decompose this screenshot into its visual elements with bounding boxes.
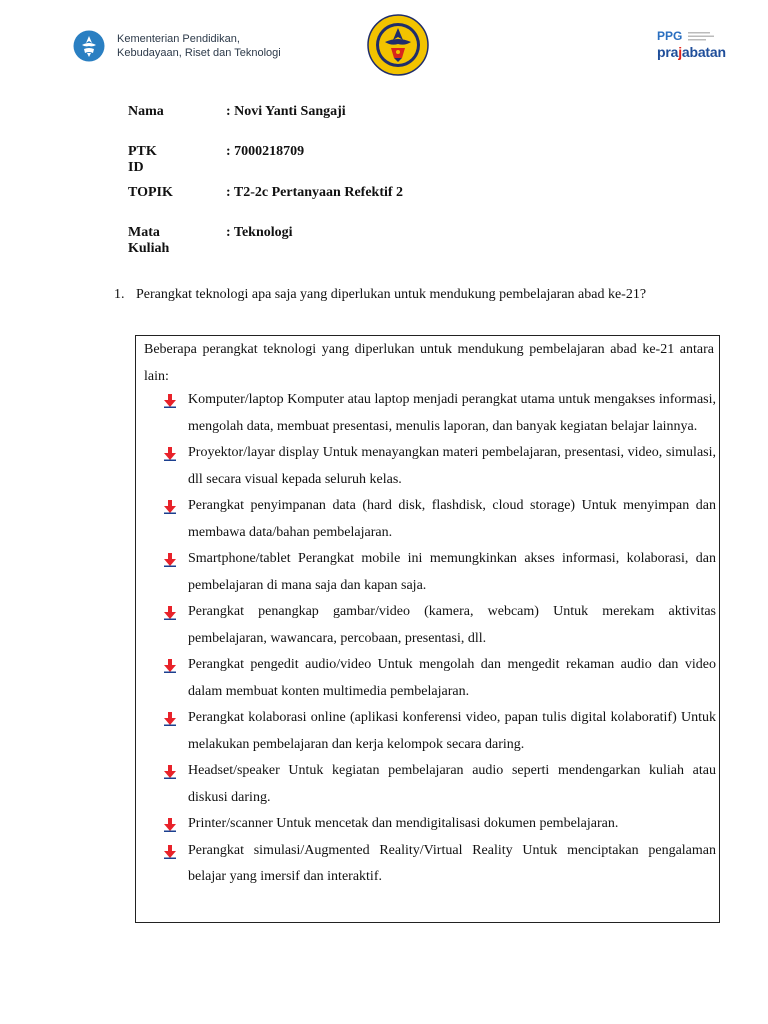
list-item — [164, 652, 716, 705]
red-down-arrow-icon — [164, 818, 176, 832]
list-item — [164, 493, 716, 546]
mata-kuliah-label: Mata Kuliah — [128, 224, 170, 256]
ppg-prajabatan-logo — [654, 24, 730, 64]
red-down-arrow-icon — [164, 712, 176, 726]
question-text: Perangkat teknologi apa saja yang diperlukan untuk mendukung pembelajaran abad ke-21? — [136, 287, 647, 302]
prajabatan-suffix: abatan — [681, 44, 726, 60]
answer-intro: Beberapa perangkat teknologi yang diperlukan untuk mendukung pembelajaran abad ke-21 antara lain: — [144, 342, 714, 384]
red-down-arrow-icon — [164, 447, 176, 461]
list-item — [164, 546, 716, 599]
red-down-arrow-icon — [164, 394, 176, 408]
red-down-arrow-icon — [164, 553, 176, 567]
list-item-text: Komputer/laptop Komputer atau laptop menjadi perangkat utama untuk mengakses informasi, mengolah data, membuat presentasi, menulis laporan, dan banyak kegiatan belajar lainnya. — [188, 392, 716, 434]
red-down-arrow-icon — [164, 659, 176, 673]
ministry-name — [117, 32, 281, 60]
red-down-arrow-icon — [164, 845, 176, 859]
ptk-id-value: : 7000218709 — [226, 144, 305, 160]
nama-label: Nama — [128, 104, 164, 119]
nama-value: : Novi Yanti Sangaji — [226, 104, 346, 119]
ministry-name-line1: Kementerian Pendidikan, — [117, 33, 240, 45]
tut-wuri-handayani-logo-icon — [73, 30, 105, 62]
list-item — [164, 705, 716, 758]
question-number: 1. — [114, 287, 125, 302]
red-down-arrow-icon — [164, 765, 176, 779]
list-item — [164, 838, 716, 891]
kemendikbud-branding — [73, 30, 281, 62]
page-header — [0, 0, 768, 90]
ptk-id-label: PTK ID — [128, 144, 157, 176]
answer-list — [164, 387, 716, 891]
list-item — [164, 758, 716, 811]
list-item-text: Perangkat simulasi/Augmented Reality/Virtual Reality Untuk menciptakan pengalaman belajar yang imersif dan interaktif. — [188, 842, 716, 884]
ppg-tagline-graphic — [688, 31, 718, 43]
answer-box — [135, 335, 720, 923]
red-down-arrow-icon — [164, 500, 176, 514]
list-item-text: Perangkat pengedit audio/video Untuk mengolah dan mengedit rekaman audio dan video dalam membuat konten multimedia pembelajaran. — [188, 657, 716, 699]
list-item — [164, 387, 716, 440]
list-item-text: Headset/speaker Untuk kegiatan pembelajaran audio seperti mendengarkan kuliah atau diskusi daring. — [188, 763, 716, 805]
topik-value: : T2-2c Pertanyaan Refektif 2 — [226, 184, 404, 200]
list-item — [164, 811, 716, 838]
list-item-text: Perangkat kolaborasi online (aplikasi konferensi video, papan tulis digital kolaboratif) Untuk melakukan pembelajaran dan kerja kelompok secara daring. — [188, 710, 716, 752]
red-down-arrow-icon — [164, 606, 176, 620]
list-item — [164, 440, 716, 493]
list-item — [164, 599, 716, 652]
topik-label: TOPIK — [128, 184, 173, 200]
ppg-label: PPG — [657, 29, 683, 43]
list-item-text: Perangkat penangkap gambar/video (kamera, webcam) Untuk merekam aktivitas pembelajaran, wawancara, percobaan, presentasi, dll. — [188, 604, 716, 646]
prajabatan-prefix: pra — [657, 44, 679, 60]
mata-kuliah-value: : Teknologi — [226, 224, 293, 240]
ministry-name-line2: Kebudayaan, Riset dan Teknologi — [117, 47, 281, 59]
list-item-text: Proyektor/layar display Untuk menayangkan materi pembelajaran, presentasi, video, simulasi, dll secara visual kepada seluruh kelas. — [188, 445, 716, 487]
list-item-text: Printer/scanner Untuk mencetak dan mendigitalisasi dokumen pembelajaran. — [188, 816, 619, 831]
prajabatan-label — [657, 44, 726, 60]
university-emblem-icon — [367, 14, 429, 76]
list-item-text: Smartphone/tablet Perangkat mobile ini memungkinkan akses informasi, kolaborasi, dan pembelajaran di mana saja dan kapan saja. — [188, 551, 716, 593]
prajabatan-accent: j — [678, 44, 682, 60]
list-item-text: Perangkat penyimpanan data (hard disk, flashdisk, cloud storage) Untuk menyimpan dan membawa data/bahan pembelajaran. — [188, 498, 716, 540]
